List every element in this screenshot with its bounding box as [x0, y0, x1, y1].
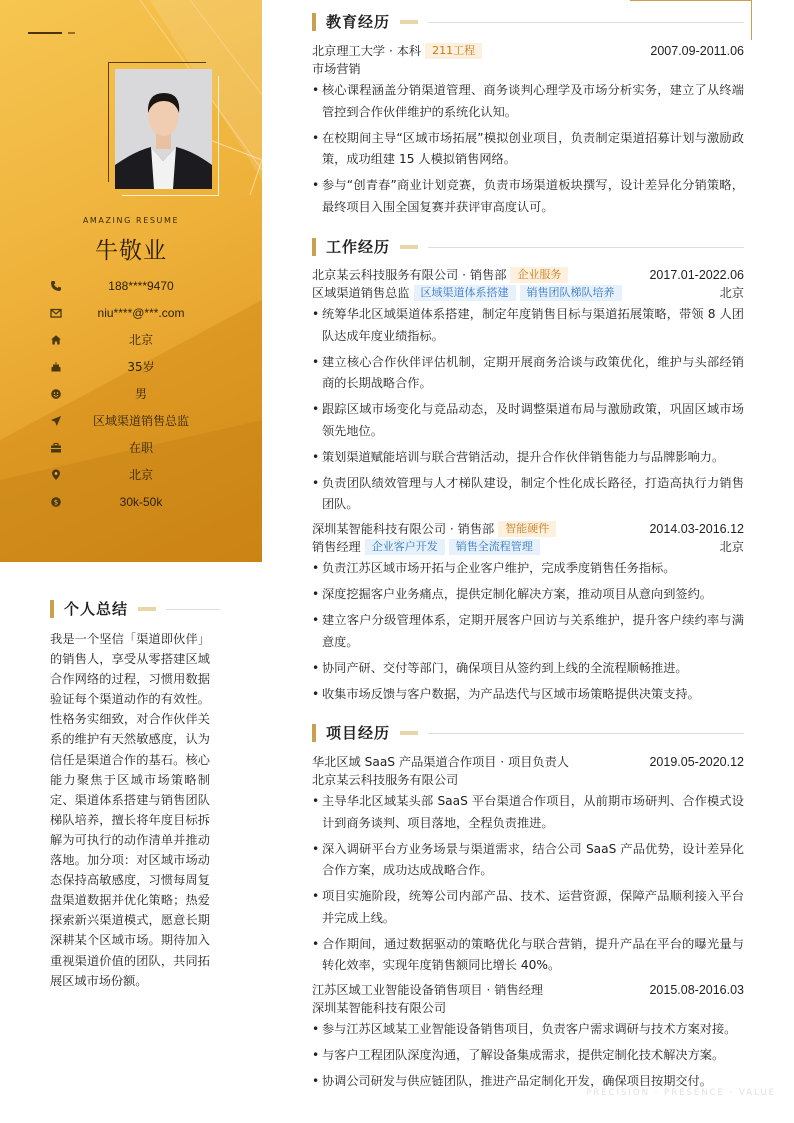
education-period: 2007.09-2011.06	[650, 44, 744, 58]
work-entry-1	[312, 266, 744, 520]
skill-tag: 区域渠道体系搭建	[414, 285, 516, 301]
job-period: 2017.01-2022.06	[649, 268, 744, 282]
info-hometown	[0, 328, 262, 355]
expected-salary: 30k-50k	[119, 495, 163, 509]
briefcase-icon	[50, 442, 62, 454]
target-role: 区域渠道销售总监	[92, 414, 189, 428]
section-pill-decor	[400, 731, 418, 735]
industry-tag: 智能硬件	[498, 521, 556, 537]
cake-icon	[50, 361, 62, 373]
contact-info-list	[0, 274, 262, 517]
section-accent-bar	[312, 13, 316, 31]
section-rule	[428, 247, 744, 248]
age: 35岁	[127, 360, 155, 374]
phone-number: 188****9470	[108, 279, 174, 293]
svg-text:$: $	[53, 498, 59, 507]
info-target-role	[0, 409, 262, 436]
project-entry-1	[312, 753, 744, 981]
list-item: • 与客户工程团队深度沟通，了解设备集成需求，提供定制化技术解决方案。	[312, 1045, 744, 1067]
school-name: 北京理工大学 · 本科	[312, 44, 422, 58]
section-pill-decor	[400, 245, 418, 249]
skill-tag: 企业客户开发	[365, 539, 445, 555]
list-item: • 策划渠道赋能培训与联合营销活动，提升合作伙伴销售能力与品牌影响力。	[312, 447, 744, 469]
candidate-name: 牛敬业	[95, 238, 167, 264]
projects-section-header	[312, 723, 744, 743]
portrait-illustration	[115, 69, 212, 189]
list-item: • 参与江苏区域某工业智能设备销售项目，负责客户需求调研与技术方案对接。	[312, 1019, 744, 1041]
project-header-row	[312, 753, 744, 771]
resume-subtitle: AMAZING RESUME	[82, 216, 180, 225]
project-entry-2	[312, 981, 744, 1097]
job-role: 区域渠道销售总监	[312, 286, 410, 300]
summary-text: 我是一个坚信「渠道即伙伴」的销售人，享受从零搭建区域合作网络的过程，习惯用数据验证每个渠道动作的有效性。性格务实细致，对合作伙伴关系的维护有天然敏感度，认为信任是渠道合作的基石。核心能力聚焦于区域市场策略制定、渠道体系搭建与销售团队梯队培养，擅长将年度目标拆解为可执行的动作清单并推动落地。加分项：对区域市场动态保持高敏感度，习惯每周复盘渠道数据并优化策略；热爱探索新兴渠道模式，愿意长期深耕某个区域市场。期待加入重视渠道价值的团队，共同拓展区域市场份额。	[50, 632, 210, 988]
list-item: • 协同产研、交付等部门，确保项目从签约到上线的全流程顺畅推进。	[312, 658, 744, 680]
send-icon	[50, 415, 62, 427]
summary-title: 个人总结	[64, 600, 129, 618]
school-tag: 211工程	[425, 43, 482, 59]
section-accent-bar	[312, 724, 316, 742]
list-item: • 建立核心合作伙伴评估机制，定期开展商务洽谈与政策优化，维护与头部经销商的长期战略合作。	[312, 352, 744, 395]
section-pill-decor	[400, 20, 418, 24]
list-item: • 合作期间，通过数据驱动的策略优化与联合营销，提升产品在平台的曝光量与转化效率，实现年度销售额同比增长 40%。	[312, 934, 744, 977]
salary-icon	[50, 496, 62, 508]
list-item: • 负责江苏区域市场开拓与企业客户维护，完成季度销售任务指标。	[312, 558, 744, 580]
section-rule	[166, 609, 220, 610]
project-bullets	[312, 791, 744, 977]
hometown: 北京	[128, 333, 153, 347]
location-icon	[50, 469, 62, 481]
list-item: • 深入调研平台方业务场景与渠道需求，结合公司 SaaS 产品优势，设计差异化合作方案，成功达成战略合作。	[312, 839, 744, 882]
list-item: • 协调公司研发与供应链团队，推进产品定制化开发，确保项目按期交付。	[312, 1071, 744, 1093]
project-bullets	[312, 1019, 744, 1093]
education-section-header	[312, 12, 744, 32]
info-status	[0, 436, 262, 463]
list-item: • 深度挖掘客户业务痛点，提供定制化解决方案，推动项目从意向到签约。	[312, 584, 744, 606]
work-entry-2	[312, 520, 744, 710]
job-role: 销售经理	[312, 540, 361, 554]
job-city: 北京	[719, 286, 744, 300]
home-icon	[50, 334, 62, 346]
list-item: • 统筹华北区域渠道体系搭建，制定年度销售目标与渠道拓展策略，带领 8 人团队达成年度业绩指标。	[312, 304, 744, 347]
work-section-header	[312, 237, 744, 257]
info-email	[0, 301, 262, 328]
section-rule	[428, 733, 744, 734]
list-item: • 项目实施阶段，统筹公司内部产品、技术、运营资源，保障产品顺利接入平台并完成上线。	[312, 886, 744, 929]
work-title: 工作经历	[326, 238, 391, 256]
job-role-row	[312, 538, 744, 556]
job-status: 在职	[128, 441, 153, 455]
industry-tag: 企业服务	[510, 267, 568, 283]
decor-line-small	[68, 32, 75, 34]
education-title: 教育经历	[326, 13, 391, 31]
info-gender	[0, 382, 262, 409]
phone-icon	[50, 280, 62, 292]
list-item: • 收集市场反馈与客户数据，为产品迭代与区域市场策略提供决策支持。	[312, 684, 744, 706]
list-item: • 在校期间主导“区域市场拓展”模拟创业项目，负责制定渠道招募计划与激励政策，成功组建 15 人模拟销售网络。	[312, 128, 744, 171]
project-name: 江苏区域工业智能设备销售项目 · 销售经理	[312, 983, 543, 997]
email-address: niu****@***.com	[97, 306, 185, 320]
projects-title: 项目经历	[326, 724, 391, 742]
section-accent-bar	[312, 238, 316, 256]
project-org: 北京某云科技服务有限公司	[312, 773, 459, 787]
project-header-row	[312, 981, 744, 999]
decor-line	[28, 32, 62, 34]
info-salary	[0, 490, 262, 517]
section-accent-bar	[50, 600, 54, 618]
footer-watermark: PRECISION · PRESENCE · VALUE	[586, 1088, 776, 1098]
project-name: 华北区域 SaaS 产品渠道合作项目 · 项目负责人	[312, 755, 569, 769]
job-header-row	[312, 266, 744, 284]
company-name: 北京某云科技服务有限公司 · 销售部	[312, 268, 507, 282]
email-icon	[50, 307, 62, 319]
job-period: 2014.03-2016.12	[649, 522, 744, 536]
list-item: • 负责团队绩效管理与人才梯队建设，制定个性化成长路径，打造高执行力销售团队。	[312, 473, 744, 516]
list-item: • 主导华北区域某头部 SaaS 平台渠道合作项目，从前期市场研判、合作模式设计到商务谈判、项目落地，全程负责推进。	[312, 791, 744, 834]
job-header-row	[312, 520, 744, 538]
gender-icon	[50, 388, 62, 400]
info-age	[0, 355, 262, 382]
avatar	[115, 69, 212, 189]
job-city: 北京	[719, 540, 744, 554]
company-name: 深圳某智能科技有限公司 · 销售部	[312, 522, 495, 536]
info-phone	[0, 274, 262, 301]
list-item: • 建立客户分级管理体系，定期开展客户回访与关系维护，提升客户续约率与满意度。	[312, 610, 744, 653]
job-role-row	[312, 284, 744, 302]
major: 市场营销	[312, 62, 361, 76]
list-item: • 跟踪区域市场变化与竞品动态，及时调整渠道布局与激励政策，巩固区域市场领先地位。	[312, 399, 744, 442]
job-bullets	[312, 558, 744, 705]
gender: 男	[134, 387, 147, 401]
project-org: 深圳某智能科技有限公司	[312, 1001, 447, 1015]
sidebar-banner	[0, 0, 262, 562]
list-item: • 参与“创青春”商业计划竞赛，负责市场渠道板块撰写，设计差异化分销策略，最终项目入围全国复赛并获评审高度认可。	[312, 175, 744, 218]
job-bullets	[312, 304, 744, 516]
project-period: 2015.08-2016.03	[649, 983, 744, 997]
skill-tag: 销售全流程管理	[449, 539, 540, 555]
section-pill-decor	[138, 607, 156, 611]
section-rule	[428, 22, 744, 23]
summary-section-header	[50, 599, 220, 619]
project-period: 2019.05-2020.12	[649, 755, 744, 769]
desired-location: 北京	[128, 468, 153, 482]
info-location	[0, 463, 262, 490]
education-entry	[312, 42, 744, 223]
education-header-row	[312, 42, 744, 60]
skill-tag: 销售团队梯队培养	[520, 285, 622, 301]
education-bullets	[312, 80, 744, 218]
list-item: • 核心课程涵盖分销渠道管理、商务谈判心理学及市场分析实务，建立了从终端管控到合作伙伴维护的系统化认知。	[312, 80, 744, 123]
